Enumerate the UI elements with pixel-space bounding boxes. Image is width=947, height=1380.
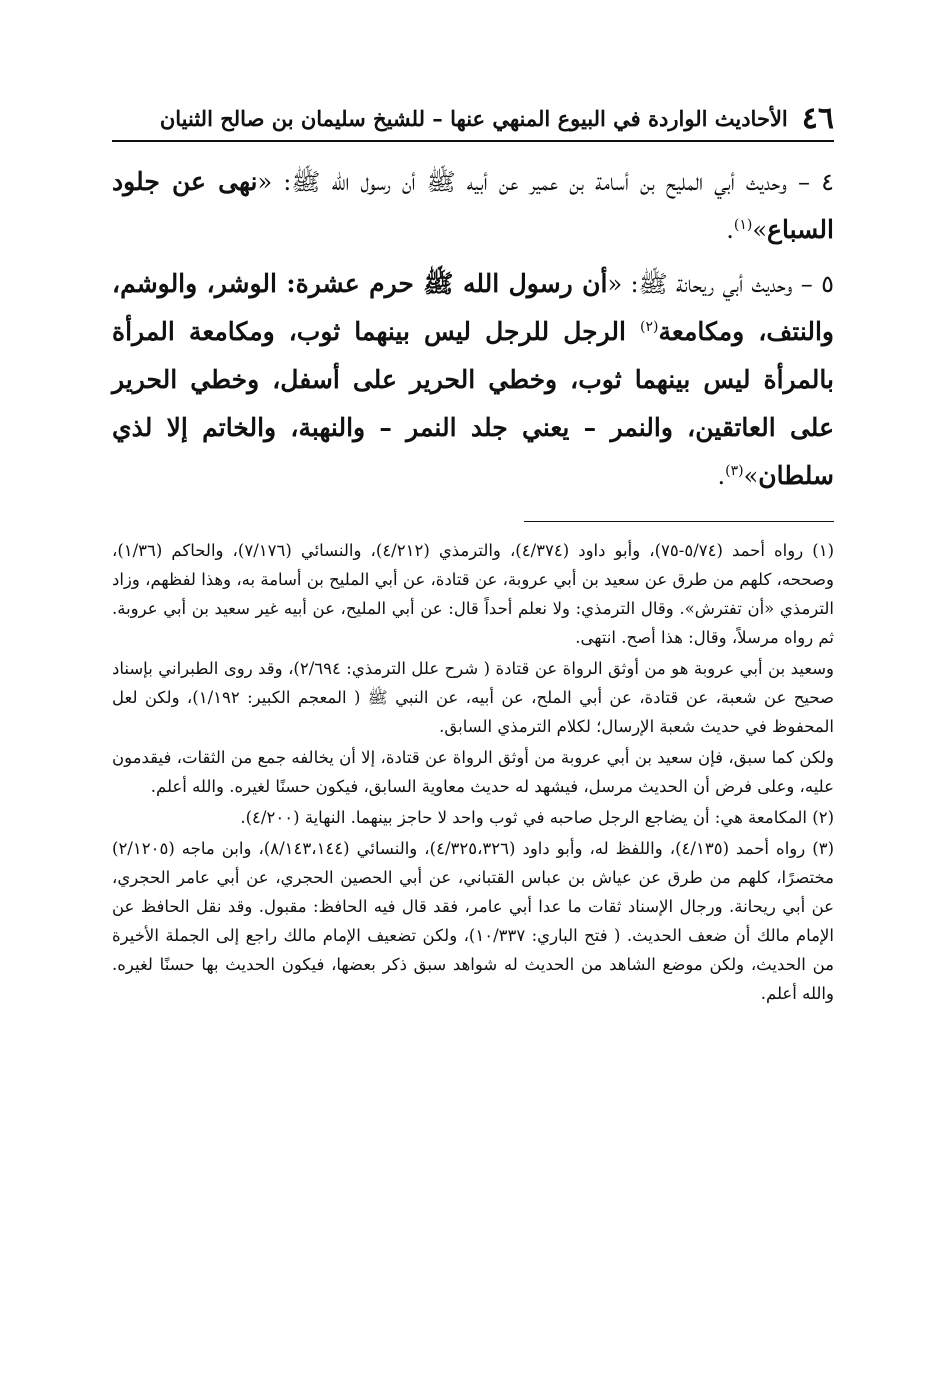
footnote-3-text: رواه أحمد (٤/١٣٥)، واللفظ له، وأبو داود (٤/٣٢٥،٣٢٦)، والنسائي (٨/١٤٣،١٤٤)، وابن ماجه (٢/١٢٠٥) مختصرًا، كلهم من طرق عن عياش بن عباس القتباني، عن أبي الحصين الحجري، عن أبي عامر الحجري، عن أبي ريحانة. ورجال الإسناد ثقات ما عدا أبي عامر، فقد قال فيه الحافظ: مقبول. وقد نقل الحافظ عن الإمام مالك أن ضعف الحديث. ( فتح الباري: ١٠/٣٣٧)، ولكن تضعيف الإمام مالك راجع إلى الجملة الأخيرة من الحديث، ولكن موضع الشاهد من الحديث له شواهد سبق ذكر بعضها، فيكون الحديث بها حسنًا لغيره. والله أعلم. [112,839,834,1003]
footnote-ref-3: (٣) [725,463,744,479]
hadith-5-end: . [717,462,726,490]
footnote-ref-2: (٢) [640,319,659,335]
page-number: ٤٦ [801,100,834,136]
footnote-1-para2: وسعيد بن أبي عروبة هو من أوثق الرواة عن قتادة ( شرح علل الترمذي: ٢/٦٩٤)، وقد روى الطبراني بإسناد صحيح عن شعبة، عن قتادة، عن أبي الملح، عن أبيه، عن النبي ﷺ ( المعجم الكبير: ١/١٩٢)، ولكن لعل المحفوظ في حديث شعبة الإرسال؛ لكلام الترمذي السابق. [112,659,835,736]
footnote-2-text: المكامعة هي: أن يضاجع الرجل صاحبه في ثوب واحد لا حاجز بينهما. النهاية (٤/٢٠٠). [240,808,807,827]
footnote-1-para3: ولكن كما سبق، فإن سعيد بن أبي عروبة من أوثق الرواة عن قتادة، إلا أن يخالفه جمع من الثقات، فيقدمون عليه، وعلى فرض أن الحديث مرسل، فيشهد له حديث معاوية السابق، فيكون حسنًا لغيره. والله أعلم. [112,748,834,796]
hadith-5-lead: ٥ – وحديث أبي ريحانة ﷺ: « [607,270,835,298]
page-header [112,96,834,142]
hadith-4-end: . [726,216,734,244]
hadith-item-5 [112,260,834,500]
footnote-2-number: (٢) [812,808,834,827]
footnote-3 [112,834,834,1008]
footnote-1-number: (١) [812,541,834,560]
footnote-3-number: (٣) [812,839,835,858]
footnote-1-para1: رواه أحمد (٥/٧٤-٧٥)، وأبو داود (٤/٣٧٤)، والترمذي (٤/٢١٢)، والنسائي (٧/١٧٦)، والحاكم (١/٣٦)، وصححه، كلهم من طرق عن سعيد بن أبي عروبة، عن قتادة، عن أبي المليح بن أسامة به، وهذا لفظهم، وزاد الترمذي «أن تفترش». وقال الترمذي: ولا نعلم أحداً قال: عن أبي المليح، عن أبيه غير سعيد بن أبي عروبة. ثم رواه مرسلاً، وقال: هذا أصح. انتهى. [112,541,835,647]
footnote-ref-1: (١) [733,217,753,233]
hadith-4-lead: ٤ – وحديث أبي المليح بن أسامة بن عمير عن أبيه ﷺ أن رسول الله ﷺ: « [257,168,834,196]
hadith-4-quote: نهى عن جلود السباع [112,167,834,244]
footnote-separator [524,521,834,522]
hadith-5-quote-part2: الرجل للرجل ليس بينهما ثوب، ومكامعة المرأة بالمرأة ليس بينهما ثوب، وخطي الحرير على أسفل، وخطي الحرير على العاتقين، والنمر – يعني جلد النمر – والنهبة، والخاتم إلا لذي سلطان [112,317,834,490]
main-text [112,158,834,500]
hadith-4-close: » [752,216,768,244]
footnote-2 [112,803,834,832]
running-title: الأحاديث الواردة في البيوع المنهي عنها – للشيخ سليمان بن صالح الثنيان [159,105,788,131]
footnotes [112,536,834,1008]
hadith-5-close: » [743,462,759,490]
hadith-item-4 [112,158,834,254]
footnote-1 [112,536,834,652]
hadith-5-quote-part1: أن رسول الله ﷺ حرم عشرة: الوشر، والوشم، والنتف، ومكامعة [112,269,834,346]
